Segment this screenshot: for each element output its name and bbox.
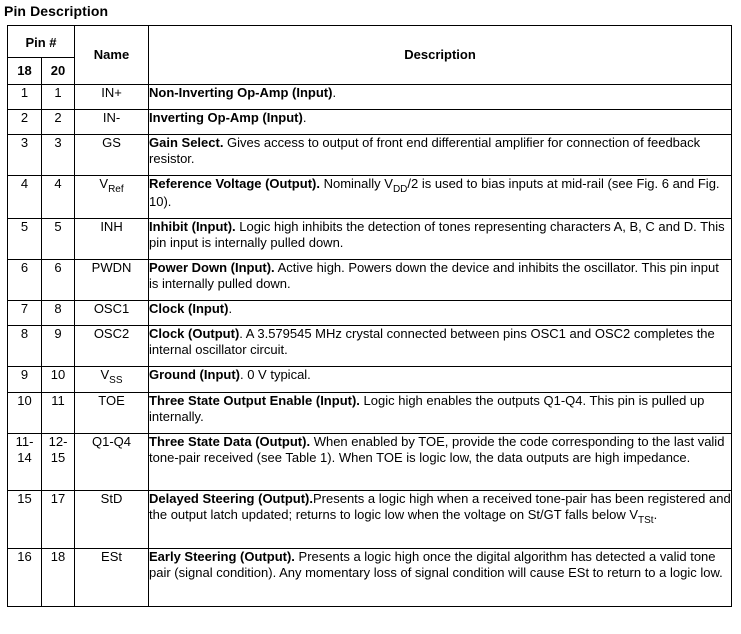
pin-20: 17 xyxy=(42,491,75,549)
table-row xyxy=(8,260,732,301)
pin-20: 1 xyxy=(42,85,75,110)
pin-name: IN- xyxy=(75,110,149,135)
table-row xyxy=(8,219,732,260)
pin-name: $V_{Ref}$ xyxy=(75,176,149,219)
pin-description: Three State Output Enable (Input). Logic high enables the outputs Q1-Q4. This pin is pulled up internally. xyxy=(149,393,732,434)
pin-18: 6 xyxy=(8,260,42,301)
pin-name: ESt xyxy=(75,549,149,607)
table-row xyxy=(8,301,732,326)
header-name: Name xyxy=(75,26,149,85)
table-row xyxy=(8,434,732,491)
pin-18: 8 xyxy=(8,326,42,367)
pin-18: 15 xyxy=(8,491,42,549)
header-18-pin: 18 xyxy=(8,58,42,85)
pin-name: $V_{SS}$ xyxy=(75,367,149,393)
pin-20: 2 xyxy=(42,110,75,135)
pin-20: 8 xyxy=(42,301,75,326)
table-row xyxy=(8,85,732,110)
pin-name: INH xyxy=(75,219,149,260)
pin-description: Clock (Output). A 3.579545 MHz crystal connected between pins OSC1 and OSC2 completes the internal oscillator circuit. xyxy=(149,326,732,367)
table-row xyxy=(8,393,732,434)
table-row xyxy=(8,367,732,393)
pin-description: Power Down (Input). Active high. Powers down the device and inhibits the oscillator. This pin input is internally pulled down. xyxy=(149,260,732,301)
table-row xyxy=(8,110,732,135)
pin-name: OSC2 xyxy=(75,326,149,367)
pin-20: 3 xyxy=(42,135,75,176)
pin-20: 12- 15 xyxy=(42,434,75,491)
table-row xyxy=(8,326,732,367)
pin-20: 11 xyxy=(42,393,75,434)
pin-20: 10 xyxy=(42,367,75,393)
pin-18: 1 xyxy=(8,85,42,110)
table-row xyxy=(8,549,732,607)
pin-description: Ground (Input). 0 V typical. xyxy=(149,367,732,393)
pin-18: 9 xyxy=(8,367,42,393)
header-pin-number: Pin # xyxy=(8,26,75,58)
pin-name: GS xyxy=(75,135,149,176)
pin-description: Non-Inverting Op-Amp (Input). xyxy=(149,85,732,110)
pin-20: 18 xyxy=(42,549,75,607)
pin-18: 10 xyxy=(8,393,42,434)
pin-name: TOE xyxy=(75,393,149,434)
pin-description-table xyxy=(7,25,732,607)
pin-18: 5 xyxy=(8,219,42,260)
pin-name: PWDN xyxy=(75,260,149,301)
pin-description: Early Steering (Output). Presents a logic high once the digital algorithm has detected a valid tone pair (signal condition). Any momentary loss of signal condition will cause ESt to return to a logic low. xyxy=(149,549,732,607)
pin-18: 3 xyxy=(8,135,42,176)
pin-description: Delayed Steering (Output).Presents a logic high when a received tone-pair has been registered and the output latch updated; returns to logic low when the voltage on St/GT falls below $V_{TSt}$. xyxy=(149,491,732,549)
header-20-pin: 20 xyxy=(42,58,75,85)
pin-name: StD xyxy=(75,491,149,549)
pin-18: 4 xyxy=(8,176,42,219)
pin-20: 4 xyxy=(42,176,75,219)
pin-18: 7 xyxy=(8,301,42,326)
pin-description: Gain Select. Gives access to output of front end differential amplifier for connection of feedback resistor. xyxy=(149,135,732,176)
pin-18: 16 xyxy=(8,549,42,607)
pin-18: 2 xyxy=(8,110,42,135)
pin-name: Q1-Q4 xyxy=(75,434,149,491)
pin-description: Reference Voltage (Output). Nominally $V_{DD}/2$ is used to bias inputs at mid-rail (see Fig. 6 and Fig. 10). xyxy=(149,176,732,219)
pin-description: Inhibit (Input). Logic high inhibits the detection of tones representing characters A, B, C and D. This pin input is internally pulled down. xyxy=(149,219,732,260)
pin-18: 11- 14 xyxy=(8,434,42,491)
pin-20: 5 xyxy=(42,219,75,260)
pin-20: 9 xyxy=(42,326,75,367)
pin-20: 6 xyxy=(42,260,75,301)
pin-name: IN+ xyxy=(75,85,149,110)
pin-description: Inverting Op-Amp (Input). xyxy=(149,110,732,135)
table-row xyxy=(8,176,732,219)
pin-name: OSC1 xyxy=(75,301,149,326)
table-row xyxy=(8,135,732,176)
section-heading: Pin Description xyxy=(4,3,109,19)
table-row xyxy=(8,491,732,549)
pin-description: Clock (Input). xyxy=(149,301,732,326)
header-description: Description xyxy=(149,26,732,85)
pin-description: Three State Data (Output). When enabled by TOE, provide the code corresponding to the last valid tone-pair received (see Table 1). When TOE is logic low, the data outputs are high impedance. xyxy=(149,434,732,491)
